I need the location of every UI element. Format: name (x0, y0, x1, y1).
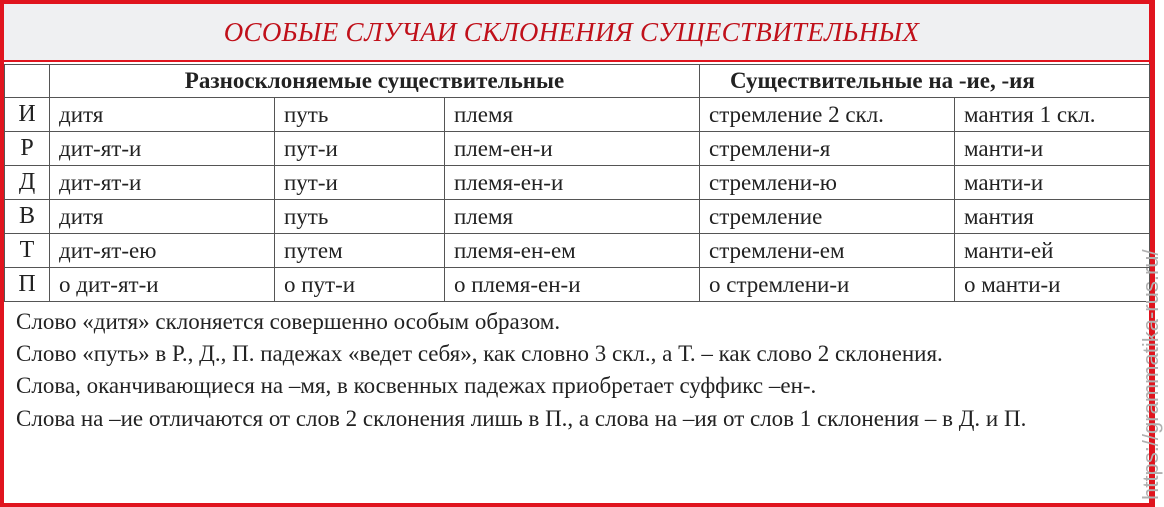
note-put: Слово «путь» в Р., Д., П. падежах «ведет себя», как словно 3 скл., а Т. – как слово 2 склонения. (16, 341, 943, 367)
declension-table (4, 64, 1150, 302)
cell-put: путь (275, 98, 445, 132)
cell-plemya: племя (445, 200, 700, 234)
cell-put: пут-и (275, 166, 445, 200)
header-corner-cell (5, 65, 50, 98)
table-row (5, 166, 1150, 200)
cell-plemya: племя-ен-ем (445, 234, 700, 268)
cell-ditya: дит-ят-и (50, 132, 275, 166)
header-nouns-ie-iya: Существительные на -ие, -ия (700, 65, 1150, 98)
table-row (5, 234, 1150, 268)
cell-ditya: дит-ят-ею (50, 234, 275, 268)
notes-block (16, 306, 1116, 435)
case-label: И (5, 98, 50, 132)
cell-stremlenie: стремление 2 скл. (700, 98, 955, 132)
case-label: П (5, 268, 50, 302)
note-ditya: Слово «дитя» склоняется совершенно особым образом. (16, 309, 561, 334)
cell-stremlenie: стремление (700, 200, 955, 234)
table-header-row (5, 65, 1150, 98)
cell-mantiya: манти-и (955, 166, 1150, 200)
cell-plemya: племя-ен-и (445, 166, 700, 200)
cell-mantiya: манти-и (955, 132, 1150, 166)
note-ie-iya: Слова на –ие отличаются от слов 2 склонения лишь в П., а слова на –ия от слов 1 склонения – в Д. и П. (16, 405, 1027, 431)
table-row (5, 98, 1150, 132)
cell-ditya: о дит-ят-и (50, 268, 275, 302)
cell-put: путем (275, 234, 445, 268)
case-label: В (5, 200, 50, 234)
title-bar (4, 4, 1149, 62)
case-label: Р (5, 132, 50, 166)
note-mya-suffix: Слова, оканчивающиеся на –мя, в косвенных падежах приобретает суффикс –ен-. (16, 373, 817, 399)
page-title: ОСОБЫЕ СЛУЧАИ СКЛОНЕНИЯ СУЩЕСТВИТЕЛЬНЫХ (223, 16, 920, 47)
cell-put: пут-и (275, 132, 445, 166)
site-watermark: https://grammatika-rus.ru/ (1138, 249, 1163, 500)
cell-mantiya: о манти-и (955, 268, 1150, 302)
cell-ditya: дитя (50, 98, 275, 132)
case-label: Т (5, 234, 50, 268)
cell-mantiya: мантия (955, 200, 1150, 234)
cell-put: путь (275, 200, 445, 234)
table-row (5, 200, 1150, 234)
cell-ditya: дит-ят-и (50, 166, 275, 200)
cell-stremlenie: стремлени-ю (700, 166, 955, 200)
case-label: Д (5, 166, 50, 200)
cell-ditya: дитя (50, 200, 275, 234)
cell-stremlenie: стремлени-ем (700, 234, 955, 268)
cell-put: о пут-и (275, 268, 445, 302)
header-heteroclitic-nouns: Разносклоняемые существительные (50, 65, 700, 98)
cell-plemya: плем-ен-и (445, 132, 700, 166)
cell-plemya: племя (445, 98, 700, 132)
table-row (5, 268, 1150, 302)
cell-stremlenie: о стремлени-и (700, 268, 955, 302)
cell-plemya: о племя-ен-и (445, 268, 700, 302)
cell-stremlenie: стремлени-я (700, 132, 955, 166)
table-row (5, 132, 1150, 166)
cell-mantiya: мантия 1 скл. (955, 98, 1150, 132)
cell-mantiya: манти-ей (955, 234, 1150, 268)
